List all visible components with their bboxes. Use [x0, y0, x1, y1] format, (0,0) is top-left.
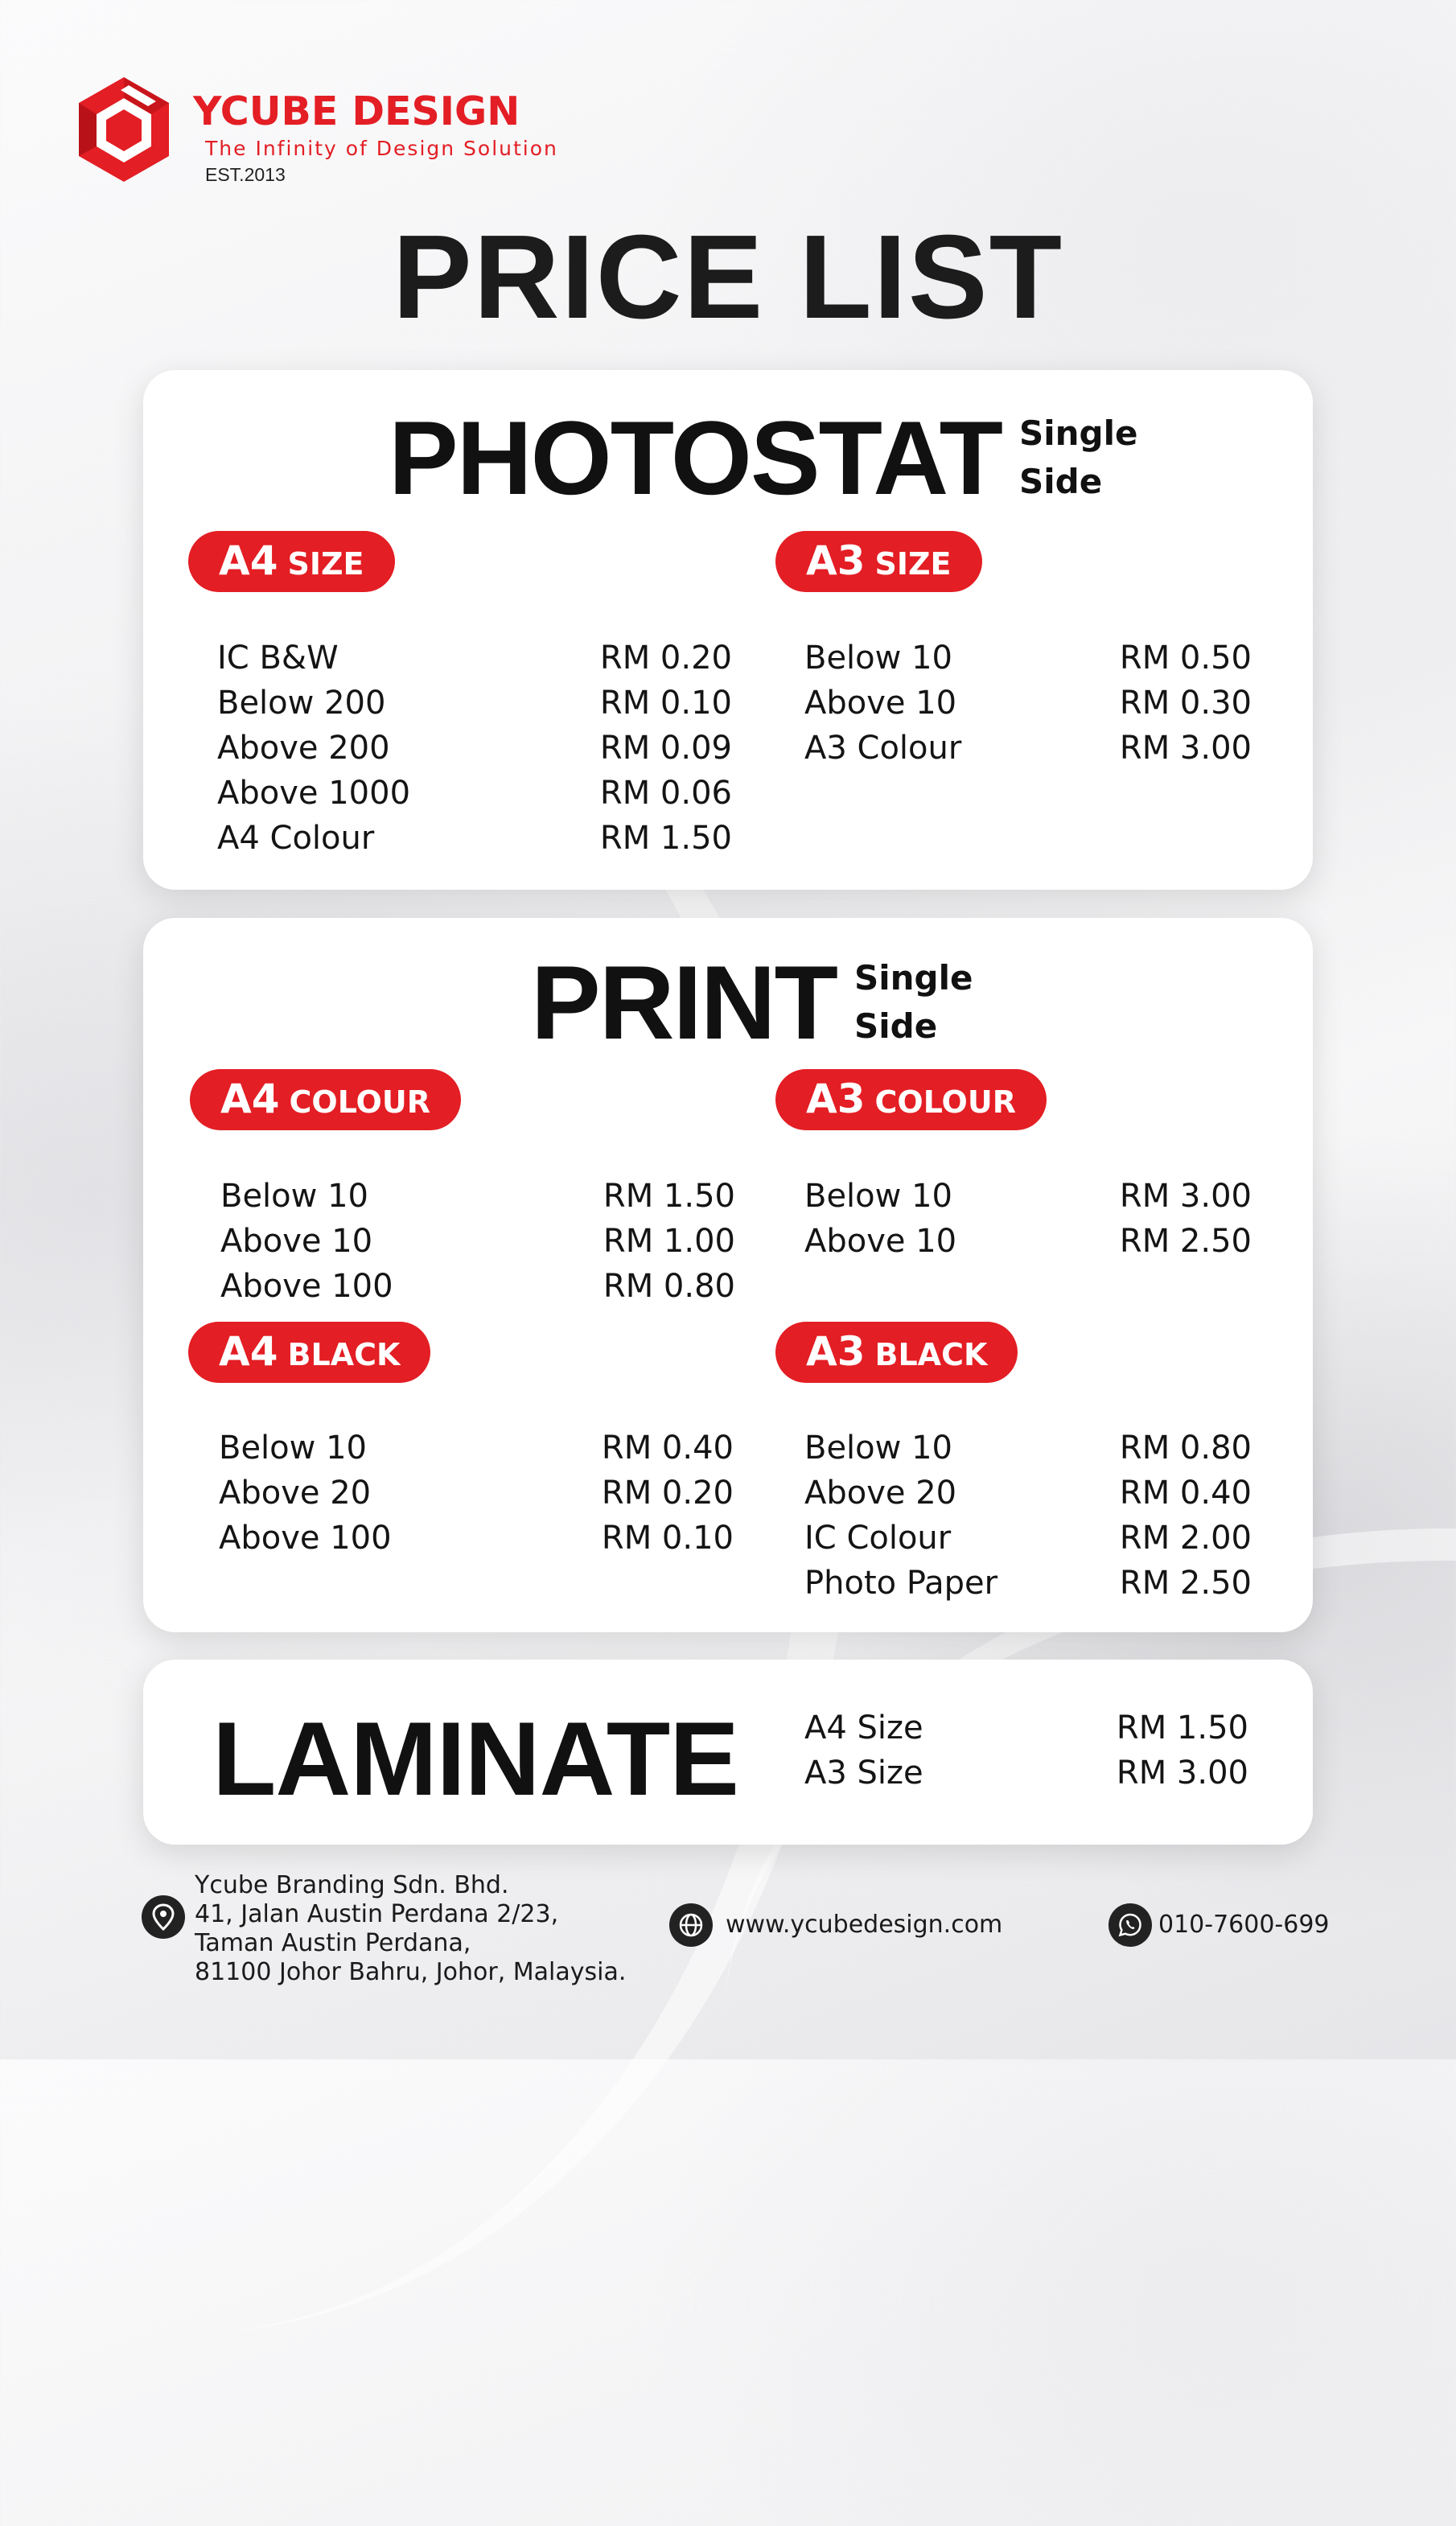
- item-label: IC Colour: [804, 1520, 952, 1557]
- print-a3-black-price-list: [804, 1426, 1252, 1606]
- item-price: RM 0.40: [1119, 1475, 1252, 1512]
- print-a4-colour-price-list: [220, 1174, 735, 1309]
- item-label: Above 200: [217, 730, 390, 767]
- whatsapp-icon: [1108, 1903, 1152, 1947]
- footer-address: [142, 1871, 626, 1987]
- address-line: 81100 Johor Bahru, Johor, Malaysia.: [195, 1958, 627, 1986]
- print-a3-colour-price-list: [804, 1174, 1252, 1264]
- item-label: Above 1000: [217, 775, 411, 812]
- badge-sub: BLACK: [874, 1337, 988, 1372]
- item-label: Above 20: [219, 1475, 372, 1512]
- item-label: Above 10: [220, 1223, 373, 1260]
- price-row: [804, 681, 1252, 726]
- a3-size-badge: [775, 531, 982, 592]
- item-price: RM 0.10: [599, 685, 732, 722]
- location-pin-icon: [142, 1895, 185, 1939]
- price-row: [220, 1264, 735, 1309]
- website-link[interactable]: www.ycubedesign.com: [726, 1911, 1003, 1939]
- badge-main: A3: [806, 1076, 866, 1122]
- price-row: [804, 1751, 1248, 1796]
- price-row: [804, 1426, 1252, 1471]
- item-label: Above 100: [220, 1268, 393, 1305]
- brand-logo[interactable]: [72, 74, 587, 195]
- address-text: [195, 1871, 626, 1987]
- globe-icon: [669, 1903, 713, 1947]
- laminate-card: [143, 1660, 1313, 1845]
- address-line: Taman Austin Perdana,: [195, 1929, 471, 1957]
- photostat-a3-price-list: [804, 636, 1252, 771]
- badge-main: A4: [220, 1076, 280, 1122]
- item-price: RM 1.00: [603, 1223, 735, 1260]
- address-line: 41, Jalan Austin Perdana 2/23,: [195, 1900, 559, 1928]
- item-label: Above 20: [804, 1475, 957, 1512]
- laminate-price-list: [804, 1705, 1248, 1796]
- item-label: Above 10: [804, 685, 957, 722]
- item-price: RM 1.50: [603, 1178, 735, 1215]
- price-row: [804, 1705, 1248, 1751]
- item-price: RM 2.50: [1119, 1565, 1252, 1602]
- photostat-card: [143, 370, 1313, 890]
- item-label: A4 Colour: [217, 820, 375, 857]
- brand-name: YCUBE DESIGN: [193, 88, 520, 134]
- brand-tagline: The Infinity of Design Solution: [205, 137, 558, 160]
- item-price: RM 3.00: [1116, 1755, 1248, 1792]
- a3-colour-badge: [775, 1069, 1047, 1130]
- badge-sub: BLACK: [287, 1337, 401, 1372]
- print-card: [143, 918, 1313, 1632]
- photostat-header: [389, 399, 1138, 516]
- item-price: RM 0.50: [1119, 640, 1252, 677]
- price-row: [219, 1426, 734, 1471]
- item-label: A3 Colour: [804, 730, 962, 767]
- price-row: [804, 726, 1252, 771]
- item-price: RM 2.50: [1119, 1223, 1252, 1260]
- page-title: PRICE LIST: [392, 211, 1064, 344]
- item-label: A3 Size: [804, 1755, 923, 1792]
- brand-established: EST.2013: [205, 164, 286, 185]
- item-price: RM 2.00: [1119, 1520, 1252, 1557]
- print-header: [531, 944, 973, 1061]
- badge-sub: COLOUR: [874, 1084, 1016, 1120]
- address-line: Ycube Branding Sdn. Bhd.: [195, 1871, 509, 1899]
- badge-sub: COLOUR: [289, 1084, 430, 1120]
- footer-phone[interactable]: [1108, 1903, 1330, 1947]
- item-label: Below 10: [804, 640, 952, 677]
- a3-black-badge: [775, 1322, 1018, 1383]
- a4-size-badge: [188, 531, 395, 592]
- a4-black-badge: [188, 1322, 430, 1383]
- a4-colour-badge: [190, 1069, 461, 1130]
- badge-sub: SIZE: [287, 546, 364, 582]
- item-price: RM 0.10: [601, 1520, 734, 1557]
- item-price: RM 0.20: [599, 640, 732, 677]
- item-price: RM 0.80: [1119, 1430, 1252, 1467]
- print-note: Single Side: [854, 958, 973, 1046]
- item-price: RM 0.40: [601, 1430, 734, 1467]
- price-row: [217, 681, 732, 726]
- price-row: [217, 816, 732, 861]
- item-price: RM 0.30: [1119, 685, 1252, 722]
- item-price: RM 0.80: [603, 1268, 735, 1305]
- item-label: A4 Size: [804, 1709, 923, 1746]
- item-price: RM 0.06: [599, 775, 732, 812]
- badge-main: A3: [806, 1328, 866, 1375]
- item-price: RM 1.50: [1116, 1709, 1248, 1746]
- footer-website[interactable]: [669, 1903, 1002, 1947]
- price-row: [217, 726, 732, 771]
- item-label: IC B&W: [217, 640, 339, 677]
- item-label: Below 10: [219, 1430, 367, 1467]
- photostat-a4-price-list: [217, 636, 732, 861]
- cube-logo-icon: [72, 74, 175, 185]
- price-row: [217, 771, 732, 816]
- item-label: Below 10: [804, 1178, 952, 1215]
- print-title: PRINT: [531, 944, 837, 1061]
- photostat-title: PHOTOSTAT: [389, 399, 1002, 516]
- print-a4-black-price-list: [219, 1426, 734, 1561]
- item-price: RM 1.50: [599, 820, 732, 857]
- item-price: RM 0.20: [601, 1475, 734, 1512]
- badge-main: A4: [219, 537, 278, 584]
- item-label: Above 10: [804, 1223, 957, 1260]
- laminate-title: LAMINATE: [212, 1700, 738, 1817]
- price-row: [804, 636, 1252, 681]
- price-row: [219, 1516, 734, 1561]
- item-price: RM 3.00: [1119, 1178, 1252, 1215]
- item-price: RM 3.00: [1119, 730, 1252, 767]
- price-row: [804, 1471, 1252, 1516]
- price-row: [219, 1471, 734, 1516]
- item-price: RM 0.09: [599, 730, 732, 767]
- photostat-note: Single Side: [1019, 413, 1138, 501]
- item-label: Below 10: [220, 1178, 368, 1215]
- price-row: [220, 1219, 735, 1264]
- item-label: Below 200: [217, 685, 386, 722]
- badge-main: A4: [219, 1328, 278, 1375]
- price-row: [220, 1174, 735, 1219]
- badge-sub: SIZE: [874, 546, 952, 582]
- item-label: Below 10: [804, 1430, 952, 1467]
- price-row: [804, 1174, 1252, 1219]
- price-row: [804, 1516, 1252, 1561]
- price-row: [804, 1561, 1252, 1606]
- item-label: Photo Paper: [804, 1565, 998, 1602]
- item-label: Above 100: [219, 1520, 392, 1557]
- phone-number[interactable]: 010-7600-699: [1158, 1911, 1330, 1939]
- badge-main: A3: [806, 537, 866, 584]
- price-row: [804, 1219, 1252, 1264]
- price-row: [217, 636, 732, 681]
